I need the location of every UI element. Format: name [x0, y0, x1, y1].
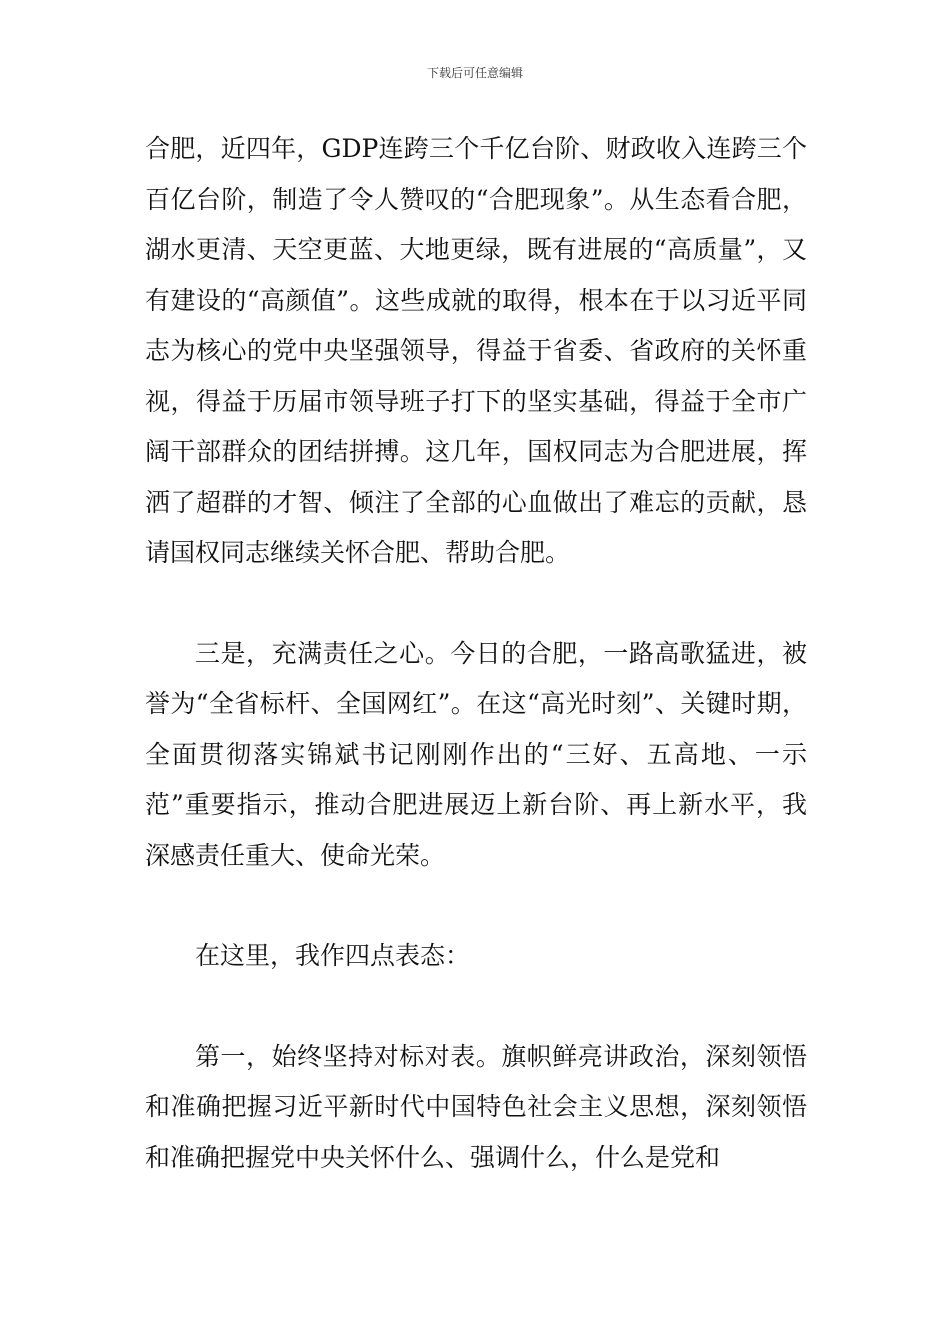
- document-body: [145, 124, 807, 1183]
- paragraph-1: 合肥，近四年，GDP连跨三个千亿台阶、财政收入连跨三个百亿台阶，制造了令人赞叹的“合肥现象”。从生态看合肥，湖水更清、天空更蓝、大地更绿，既有进展的“高质量”，又有建设的“高颜值”。这些成就的取得，根本在于以习近平同志为核心的党中央坚强领导，得益于省委、省政府的关怀重视，得益于历届市领导班子打下的坚实基础，得益于全市广阔干部群众的团结拼搏。这几年，国权同志为合肥进展，挥洒了超群的才智、倾注了全部的心血做出了难忘的贡献，恳请国权同志继续关怀合肥、帮助合肥。: [145, 134, 807, 567]
- paragraph-3: 在这里，我作四点表态：: [195, 941, 471, 970]
- page-header-note: 下载后可任意编辑: [426, 66, 523, 80]
- paragraph-2: 三是，充满责任之心。今日的合肥，一路高歌猛进，被誉为“全省标杆、全国网红”。在这“高光时刻”、关键时期，全面贯彻落实锦斌书记刚刚作出的“三好、五高地、一示范”重要指示，推动合肥进展迈上新台阶、再上新水平，我深感责任重大、使命光荣。: [145, 638, 807, 870]
- paragraph-4: 第一，始终坚持对标对表。旗帜鲜亮讲政治，深刻领悟和准确把握习近平新时代中国特色社会主义思想，深刻领悟和准确把握党中央关怀什么、强调什么，什么是党和: [145, 1041, 807, 1172]
